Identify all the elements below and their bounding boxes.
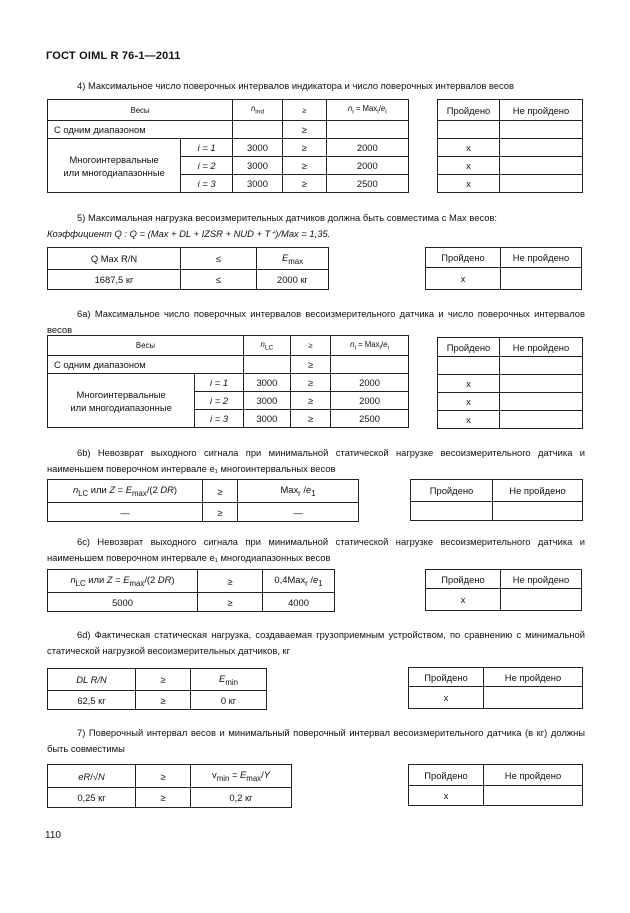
section-6c-text: 6с) Невозврат выходного сигнала при минимальной статической нагрузке весоизмерительного датчика и наименьшем поверочном интервале e₁ многодиапазонных весов	[47, 536, 585, 563]
section-7-table: eR/√N ≥ $v_{min} = E_{max}/Y$ 0,25 кг ≥ 0,2 кг	[47, 764, 292, 808]
row-single-range: С одним диапазоном	[48, 121, 233, 139]
section-7-text: 7) Поверочный интервал весов и минимальный поверочный интервал весоизмерительного датчика (в кг) должны быть совместимы	[47, 727, 585, 754]
document-header: ГОСТ OIML R 76-1—2011	[46, 50, 181, 62]
col-scales: Весы	[48, 100, 233, 121]
section-4-table: Весы $n_{ind}$ ≥ $n_i = Max_i/e_i$ С одним диапазоном ≥ Многоинтервальные или многодиапазонные i = 1 3000 ≥ 2000 i = 2 3000 ≥ 2000 i = 3 3000 ≥ 2500	[47, 99, 409, 193]
section-6c-result: Пройдено Не пройдено x	[425, 569, 582, 611]
section-6c-table: $n_{LC}$ или $Z = E_{max}/(2$ DR) ≥ 0,4Max$_r$ $/e_1$ 5000 ≥ 4000	[47, 569, 335, 612]
section-6a-result: Пройдено Не пройдено x x x	[437, 337, 583, 429]
section-6b-text: 6b) Невозврат выходного сигнала при минимальной статической нагрузке весоизмерительного датчика и наименьшем поверочном интервале e₁ многоинтервальных весов	[47, 447, 585, 474]
section-6d-result: Пройдено Не пройдено x	[408, 667, 583, 709]
row-multi: Многоинтервальные или многодиапазонные	[48, 139, 181, 193]
section-6b-table: $n_{LC}$ или $Z = E_{max}/(2$ DR) ≥ Max$_r$ $/e_1$ — ≥ —	[47, 479, 359, 522]
section-6a-text: 6а) Максимальное число поверочных интервалов весоизмерительного датчика и число поверочных интервалов весов	[47, 308, 585, 335]
page-number: 110	[45, 830, 61, 841]
section-6d-table: DL R/N ≥ $E_{min}$ 62,5 кг ≥ 0 кг	[47, 668, 267, 710]
section-5-table: Q Max R/N ≤ $E_{max}$ 1687,5 кг ≤ 2000 кг	[47, 247, 329, 290]
section-7-result: Пройдено Не пройдено x	[408, 764, 583, 806]
section-6b-result: Пройдено Не пройдено	[410, 479, 583, 521]
section-4-result: Пройдено Не пройдено x x x	[437, 99, 583, 193]
section-4-text: 4) Максимальное число поверочных интервалов индикатора и число поверочных интервалов весов	[77, 80, 514, 91]
section-5-result: Пройдено Не пройдено x	[425, 247, 582, 290]
section-6d-text: 6d) Фактическая статическая нагрузка, создаваемая грузоприемным устройством, по сравнению с минимальной статической нагрузкой весоизмерительных датчиков, кг	[47, 629, 585, 656]
section-5-text: 5) Максимальная нагрузка весоизмерительных датчиков должна быть совместима с Max весов: Коэффициент Q : Q = (Max + DL + IZSR + NUD + T⁺)/Max = 1,35.	[47, 212, 498, 239]
section-6a-table: Весы $n_{LC}$ ≥ $n_i = Max_i/e_i$ С одним диапазоном ≥ Многоинтервальные или многодиапазонные i = 1 3000 ≥ 2000 i = 2 3000 ≥ 2000 i = 3 3000 ≥ 2500	[47, 335, 409, 428]
